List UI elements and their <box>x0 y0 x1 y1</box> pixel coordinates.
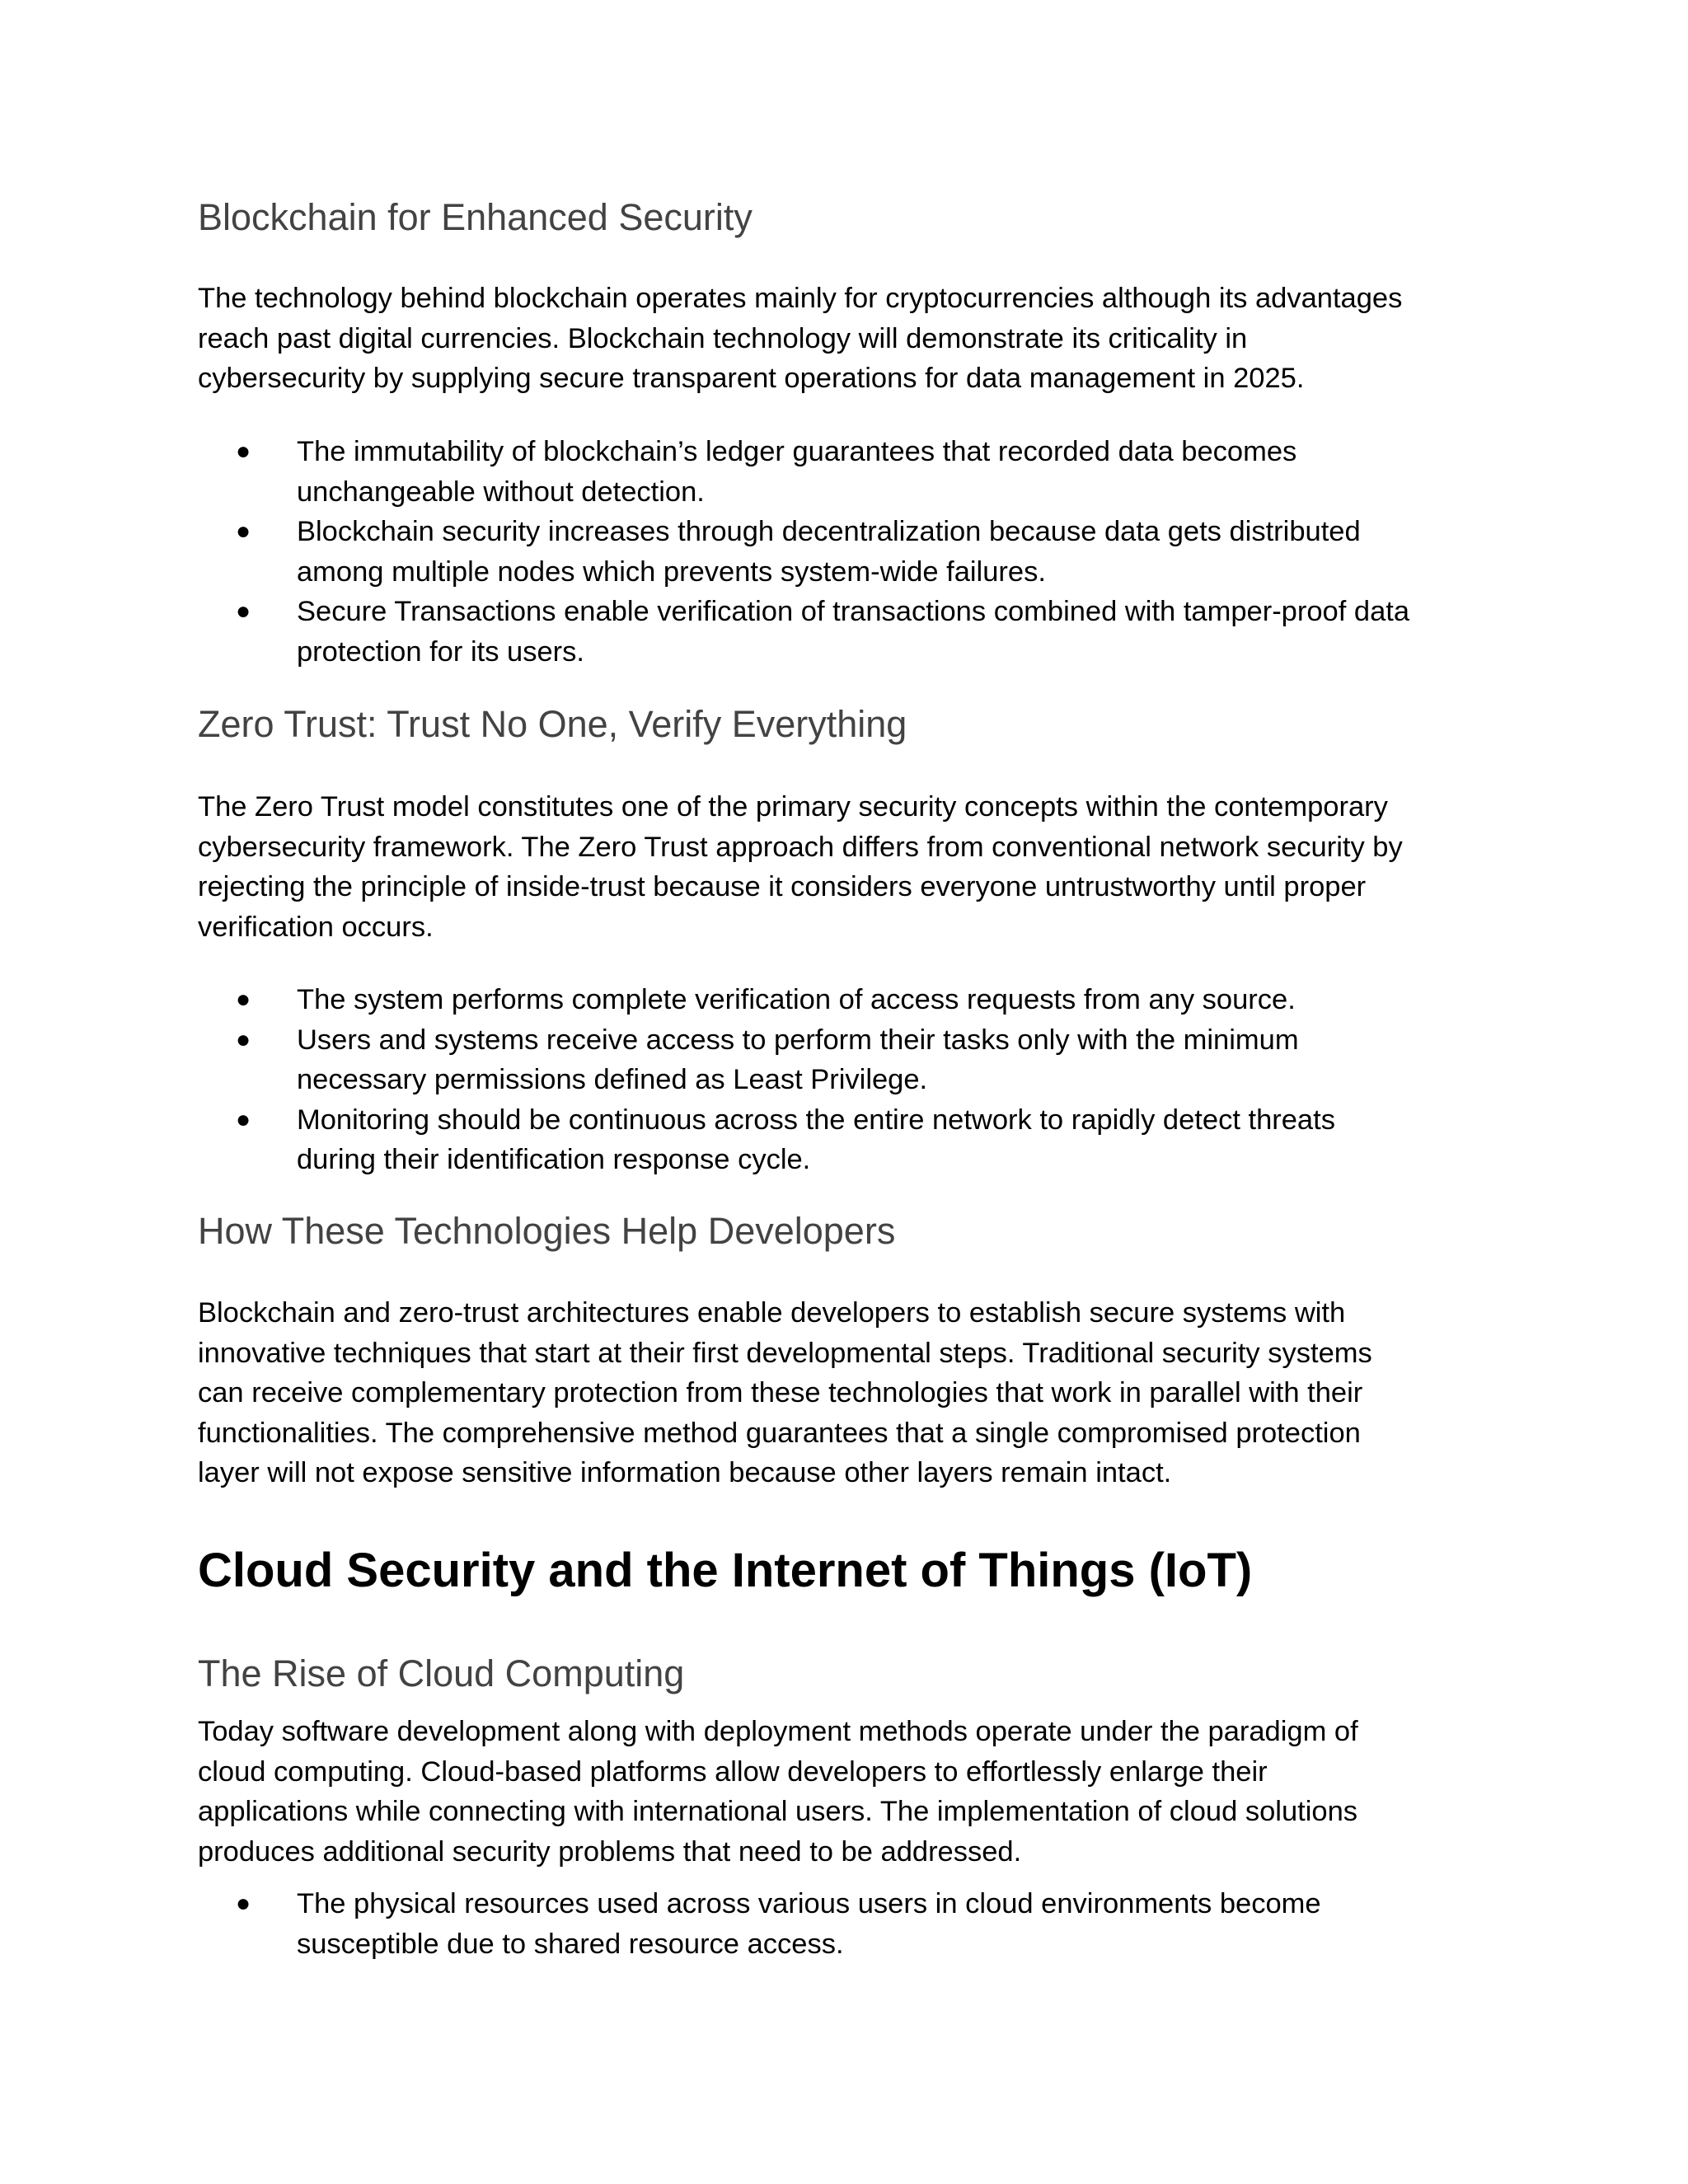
section-heading-developers <box>198 1210 1517 1253</box>
paragraph-line: The Zero Trust model constitutes one of the primary security concepts within the contemporary <box>198 791 1388 823</box>
bullet-icon: ● <box>236 1105 251 1133</box>
paragraph-line: produces additional security problems that need to be addressed. <box>198 1835 1022 1868</box>
paragraph-line: functionalities. The comprehensive method guarantees that a single compromised protection <box>198 1417 1361 1449</box>
paragraph-line: Blockchain and zero-trust architectures enable developers to establish secure systems with <box>198 1297 1346 1329</box>
paragraph-line: Today software development along with deployment methods operate under the paradigm of <box>198 1716 1358 1747</box>
bullet-icon: ● <box>236 986 251 1013</box>
list-item: ● Secure Transactions enable verification of transactions combined with tamper-proof data protection for its users. <box>198 592 1517 672</box>
list-item: ● Users and systems receive access to perform their tasks only with the minimum necessary permissions defined as Least Privilege. <box>198 1020 1517 1100</box>
section-heading-zero-trust <box>198 703 1517 746</box>
paragraph-cloud-rise <box>198 1712 1517 1872</box>
paragraph-line: verification occurs. <box>198 911 434 943</box>
section-heading-blockchain <box>198 196 1517 239</box>
bullet-icon: ● <box>236 438 251 465</box>
paragraph-line: reach past digital currencies. Blockchain technology will demonstrate its criticality in <box>198 322 1248 354</box>
page-title: Cloud Security and the Internet of Things (IoT) <box>198 1544 1253 1597</box>
paragraph-line: cybersecurity framework. The Zero Trust approach differs from conventional network security by <box>198 831 1403 863</box>
bullet-list-zero-trust <box>198 980 1517 1180</box>
paragraph-developers <box>198 1293 1517 1493</box>
bullet-list-blockchain <box>198 432 1517 672</box>
paragraph-line: rejecting the principle of inside-trust because it considers everyone untrustworthy until proper <box>198 871 1367 902</box>
list-item: ● The immutability of blockchain’s ledger guarantees that recorded data becomes unchangeable without detection. <box>198 432 1517 512</box>
list-item: ● The physical resources used across various users in cloud environments become susceptible due to shared resource access. <box>198 1884 1517 1964</box>
paragraph-blockchain <box>198 279 1517 399</box>
bullet-list-cloud-rise <box>198 1884 1517 1964</box>
heading-developers: How These Technologies Help Developers <box>198 1210 896 1252</box>
bullet-icon: ● <box>236 1890 251 1917</box>
list-item: ● Monitoring should be continuous across the entire network to rapidly detect threats during their identification response cycle. <box>198 1100 1517 1180</box>
list-item: ● The system performs complete verification of access requests from any source. <box>198 980 1517 1020</box>
list-item: ● Blockchain security increases through decentralization because data gets distributed among multiple nodes which prevents system-wide failures. <box>198 512 1517 592</box>
paragraph-line: layer will not expose sensitive information because other layers remain intact. <box>198 1457 1172 1488</box>
heading-blockchain: Blockchain for Enhanced Security <box>198 196 753 238</box>
heading-cloud-rise: The Rise of Cloud Computing <box>198 1652 685 1694</box>
paragraph-line: innovative techniques that start at their first developmental steps. Traditional security systems <box>198 1337 1372 1369</box>
heading-zero-trust: Zero Trust: Trust No One, Verify Everything <box>198 703 907 745</box>
bullet-icon: ● <box>236 518 251 545</box>
paragraph-zero-trust <box>198 787 1517 947</box>
bullet-icon: ● <box>236 1025 251 1053</box>
paragraph-line: applications while connecting with international users. The implementation of cloud solutions <box>198 1796 1358 1827</box>
section-heading-cloud-rise <box>198 1652 1517 1695</box>
paragraph-line: cloud computing. Cloud-based platforms allow developers to effortlessly enlarge their <box>198 1755 1268 1788</box>
paragraph-line: can receive complementary protection from these technologies that work in parallel with their <box>198 1377 1363 1408</box>
paragraph-line: The technology behind blockchain operates mainly for cryptocurrencies although its advantages <box>198 283 1403 314</box>
paragraph-line: cybersecurity by supplying secure transparent operations for data management in 2025. <box>198 363 1305 394</box>
section-title-cloud-iot <box>198 1544 1517 1598</box>
bullet-icon: ● <box>236 598 251 625</box>
